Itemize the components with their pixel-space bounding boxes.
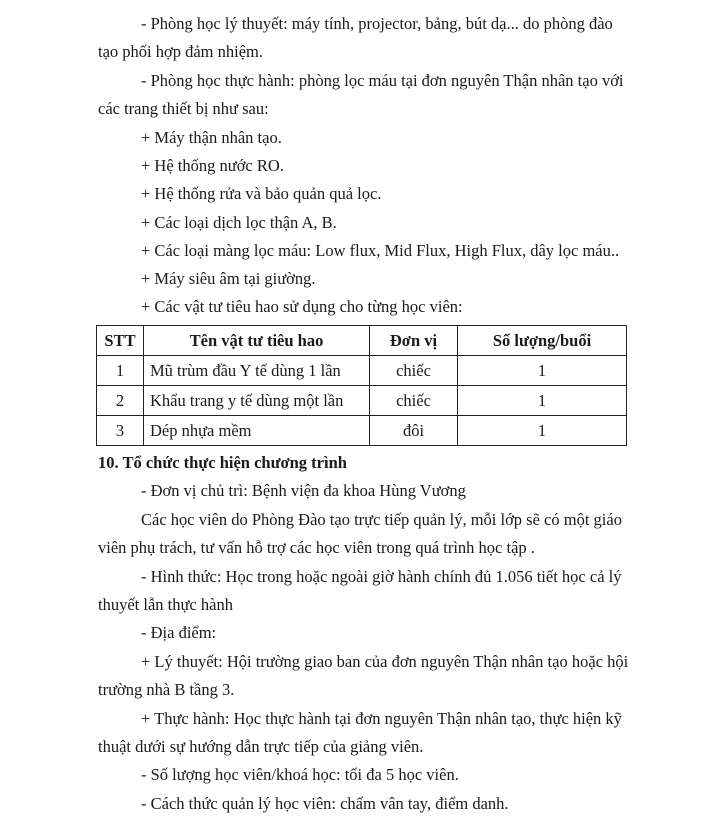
table-header-row: [97, 326, 627, 356]
bullet-item: + Thực hành: Học thực hành tại đơn nguyên Thận nhân tạo, thực hiện kỹ: [141, 709, 622, 728]
cell-stt: 3: [97, 416, 144, 446]
bullet-item: + Các vật tư tiêu hao sử dụng cho từng học viên:: [141, 297, 463, 316]
bullet-item: + Hệ thống nước RO.: [141, 156, 284, 175]
text-line: - Cách thức quản lý học viên: chấm vân tay, điểm danh.: [141, 794, 509, 813]
cell-unit: chiếc: [370, 356, 458, 386]
supplies-table: [96, 325, 627, 446]
cell-stt: 2: [97, 386, 144, 416]
text-line: - Đơn vị chủ trì: Bệnh viện đa khoa Hùng Vương: [141, 481, 466, 500]
cell-quantity: 1: [458, 386, 627, 416]
text-line: tạo phối hợp đảm nhiệm.: [98, 42, 263, 61]
bullet-item: + Máy thận nhân tạo.: [141, 128, 282, 147]
header-quantity: Số lượng/buổi: [458, 326, 627, 356]
text-line: - Phòng học thực hành: phòng lọc máu tại đơn nguyên Thận nhân tạo với: [141, 71, 624, 90]
text-line: thuật dưới sự hướng dẫn trực tiếp của giảng viên.: [98, 737, 424, 756]
text-line: Các học viên do Phòng Đào tạo trực tiếp quản lý, mỗi lớp sẽ có một giáo: [141, 510, 622, 529]
text-line: - Địa điểm:: [141, 623, 217, 642]
text-line: thuyết lẫn thực hành: [98, 595, 233, 614]
cell-supply-name: Khẩu trang y tế dùng một lần: [144, 386, 370, 416]
bullet-item: + Lý thuyết: Hội trường giao ban của đơn nguyên Thận nhân tạo hoặc hội: [141, 652, 629, 671]
text-line: - Phòng học lý thuyết: máy tính, projector, bảng, bút dạ... do phòng đào: [141, 14, 613, 33]
cell-unit: đôi: [370, 416, 458, 446]
header-stt: STT: [97, 326, 144, 356]
cell-supply-name: Mũ trùm đầu Y tế dùng 1 lần: [144, 356, 370, 386]
bullet-item: + Máy siêu âm tại giường.: [141, 269, 316, 288]
bullet-item: + Các loại dịch lọc thận A, B.: [141, 213, 337, 232]
header-unit: Đơn vị: [370, 326, 458, 356]
table-row: [97, 386, 627, 416]
cell-quantity: 1: [458, 356, 627, 386]
cell-quantity: 1: [458, 416, 627, 446]
text-line: viên phụ trách, tư vấn hỗ trợ các học viên trong quá trình học tập .: [98, 538, 535, 557]
text-line: các trang thiết bị như sau:: [98, 99, 269, 118]
cell-unit: chiếc: [370, 386, 458, 416]
bullet-item: + Các loại màng lọc máu: Low flux, Mid Flux, High Flux, dây lọc máu..: [141, 241, 620, 260]
bullet-item: + Hệ thống rửa và bảo quản quả lọc.: [141, 184, 382, 203]
table-row: [97, 356, 627, 386]
text-line: trường nhà B tầng 3.: [98, 680, 235, 699]
section-heading: 10. Tổ chức thực hiện chương trình: [98, 453, 347, 472]
header-supply-name: Tên vật tư tiêu hao: [144, 326, 370, 356]
table-row: [97, 416, 627, 446]
cell-supply-name: Dép nhựa mềm: [144, 416, 370, 446]
text-line: - Hình thức: Học trong hoặc ngoài giờ hành chính đủ 1.056 tiết học cả lý: [141, 567, 622, 586]
cell-stt: 1: [97, 356, 144, 386]
text-line: - Số lượng học viên/khoá học: tối đa 5 học viên.: [141, 765, 459, 784]
